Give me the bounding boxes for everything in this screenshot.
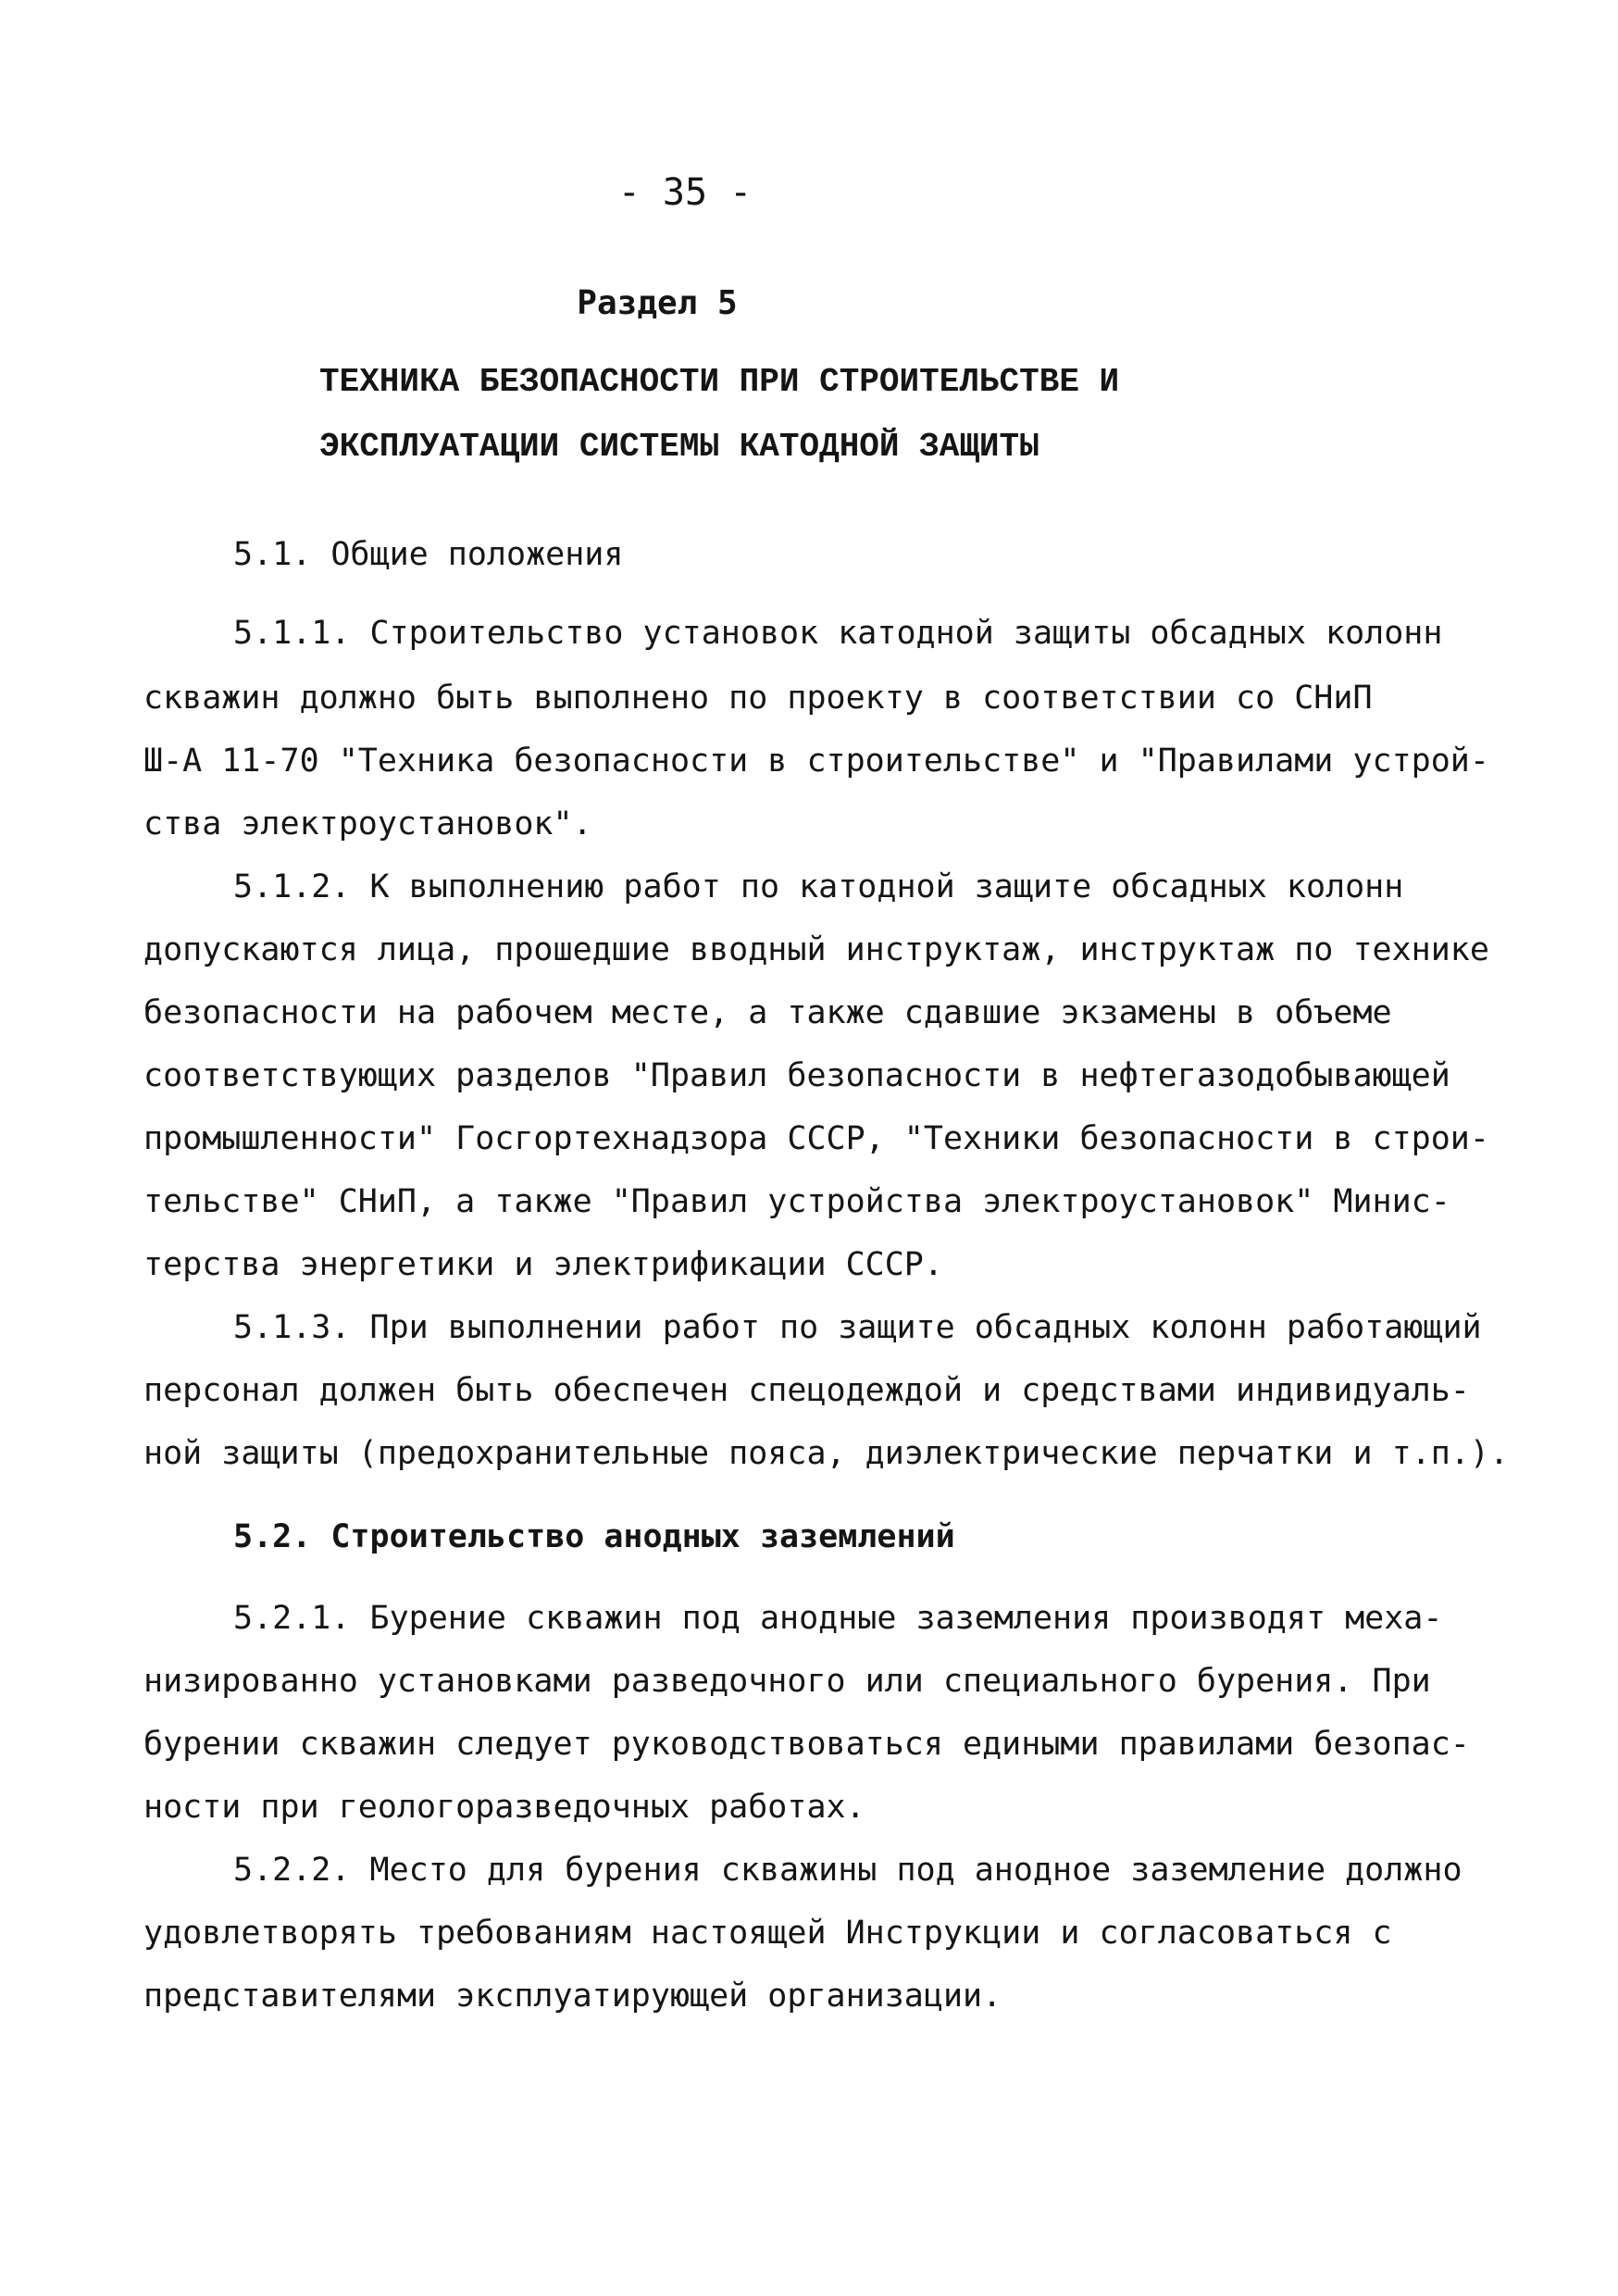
paragraph-line: 5.2.2. Место для бурения скважины под анодное заземление должно [233,1852,1462,1889]
paragraph-line: промышленности" Госгортехнадзора СССР, "Техники безопасности в строи- [143,1120,1489,1157]
paragraph-line: тельстве" СНиП, а также "Правил устройства электроустановок" Минис- [143,1183,1450,1220]
paragraph-line: бурении скважин следует руководствоваться едиными правилами безопас- [143,1726,1470,1763]
paragraph-line: ности при геологоразведочных работах. [143,1789,865,1826]
section-title-line-1: ТЕХНИКА БЕЗОПАСНОСТИ ПРИ СТРОИТЕЛЬСТВЕ И [319,363,1120,401]
paragraph-line: низированно установками разведочного или специального бурения. При [143,1663,1431,1700]
paragraph-line: терства энергетики и электрификации СССР. [143,1246,943,1283]
paragraph-line: соответствующих разделов "Правил безопасности в нефтегазодобывающей [143,1057,1450,1094]
paragraph-line: ства электроустановок". [143,805,592,842]
paragraph-line: 5.1.1. Строительство установок катодной защиты обсадных колонн [233,615,1443,652]
section-title-line-2: ЭКСПЛУАТАЦИИ СИСТЕМЫ КАТОДНОЙ ЗАЩИТЫ [319,428,1039,466]
paragraph-line: 5.2.1. Бурение скважин под анодные заземления производят меха- [233,1600,1443,1637]
paragraph-line: 5.1.3. При выполнении работ по защите обсадных колонн работающий [233,1309,1482,1346]
paragraph-line: представителями эксплуатирующей организации. [143,1978,1002,2015]
paragraph-line: скважин должно быть выполнено по проекту в соответствии со СНиП [143,680,1373,717]
subsection-heading-5-1: 5.1. Общие положения [233,536,624,573]
section-label: Раздел 5 [577,284,738,322]
paragraph-line: удовлетворять требованиям настоящей Инструкции и согласоваться с [143,1915,1392,1952]
subsection-heading-5-2: 5.2. Строительство анодных заземлений [233,1518,955,1555]
paragraph-line: персонал должен быть обеспечен спецодеждой и средствами индивидуаль- [143,1372,1470,1409]
paragraph-line: безопасности на рабочем месте, а также сдавшие экзамены в объеме [143,994,1392,1031]
page-number: - 35 - [617,171,753,214]
paragraph-line: допускаются лица, прошедшие вводный инструктаж, инструктаж по технике [143,931,1489,968]
paragraph-line: ной защиты (предохранительные пояса, диэлектрические перчатки и т.п.). [143,1435,1510,1472]
paragraph-line: Ш-А 11-70 "Техника безопасности в строительстве" и "Правилами устрой- [143,742,1489,780]
paragraph-line: 5.1.2. К выполнению работ по катодной защите обсадных колонн [233,868,1404,905]
